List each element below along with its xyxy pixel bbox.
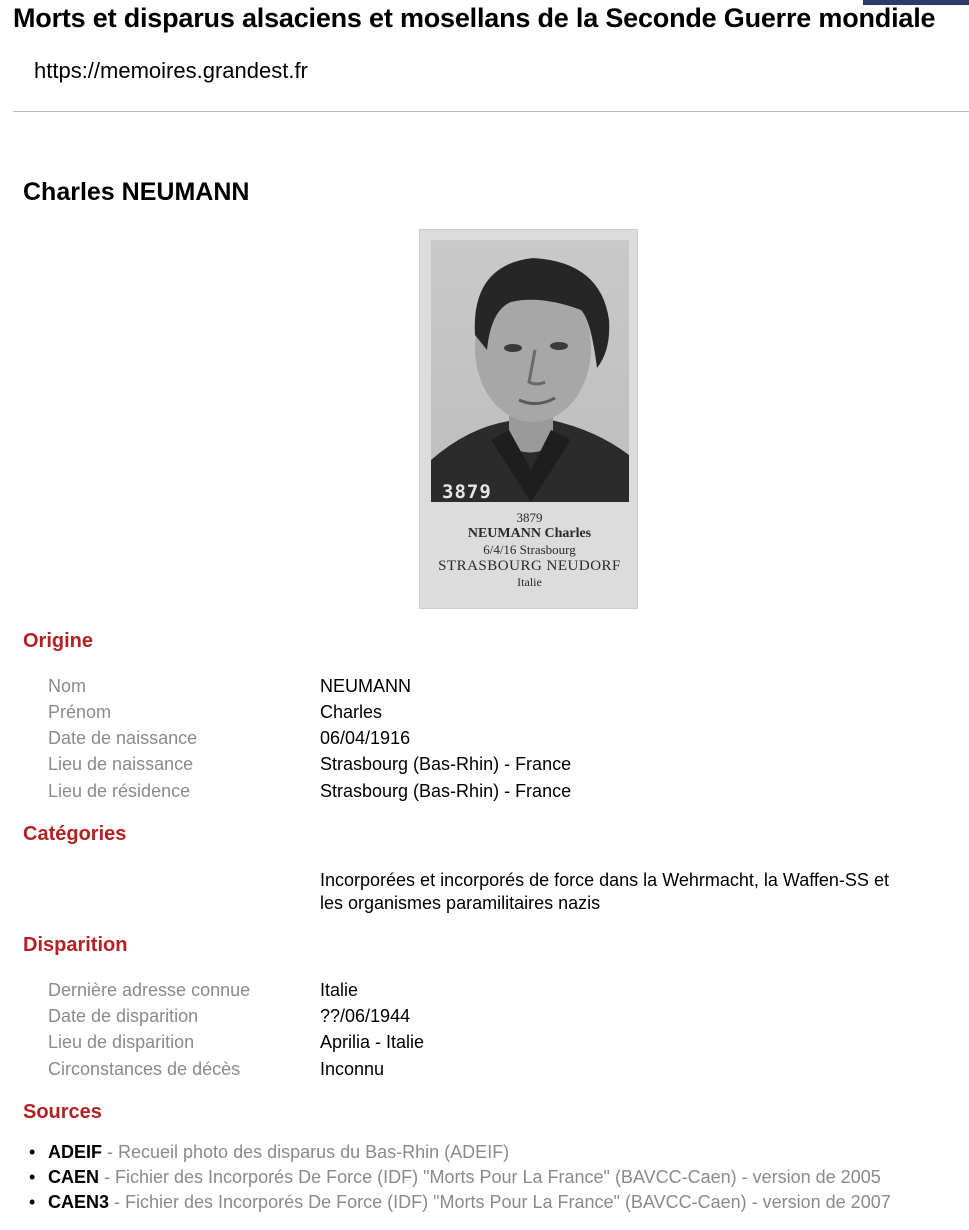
field-value: Charles — [320, 702, 383, 722]
field-label: Lieu de résidence — [48, 781, 191, 801]
field-label: Dernière adresse connue — [48, 980, 251, 1000]
field-label: Date de disparition — [48, 1006, 199, 1026]
source-description: - Recueil photo des disparus du Bas-Rhin (ADEIF) — [102, 1142, 510, 1162]
header-divider — [13, 111, 969, 112]
field-value: ??/06/1944 — [320, 1006, 411, 1026]
source-code: CAEN3 — [48, 1192, 110, 1212]
section-title-disparition: Disparition — [23, 934, 128, 956]
source-item — [23, 1167, 891, 1192]
field-value: 06/04/1916 — [320, 728, 411, 748]
field-label: Prénom — [48, 702, 112, 722]
sources-list — [23, 1142, 891, 1217]
portrait-photo — [419, 229, 638, 609]
field-value: Aprilia - Italie — [320, 1032, 425, 1052]
field-value: Italie — [320, 980, 359, 1000]
site-title: Morts et disparus alsaciens et mosellans de la Seconde Guerre mondiale — [13, 3, 936, 33]
field-value: NEUMANN — [320, 676, 412, 696]
section-title-categories: Catégories — [23, 823, 127, 845]
field-label: Lieu de disparition — [48, 1032, 195, 1052]
field-value: Strasbourg (Bas-Rhin) - France — [320, 754, 572, 774]
caption-line: Italie — [517, 575, 542, 589]
field-label: Nom — [48, 676, 87, 696]
photo-number: 3879 — [442, 481, 492, 502]
portrait-illustration — [431, 240, 629, 502]
source-item — [23, 1142, 891, 1167]
source-item — [23, 1192, 891, 1217]
person-name: Charles NEUMANN — [23, 178, 250, 206]
portrait-image — [431, 240, 629, 502]
source-description: - Fichier des Incorporés De Force (IDF) "Morts Pour La France" (BAVCC-Caen) - version de 2005 — [99, 1167, 881, 1187]
caption-line: 6/4/16 Strasbourg — [483, 542, 576, 557]
field-value: Inconnu — [320, 1059, 385, 1079]
source-code: ADEIF — [48, 1142, 102, 1162]
field-label: Circonstances de décès — [48, 1059, 241, 1079]
caption-line: STRASBOURG NEUDORF — [438, 558, 621, 574]
category-value: Incorporées et incorporés de force dans la Wehrmacht, la Waffen-SS et les organismes paramilitaires nazis — [320, 870, 889, 913]
caption-line: NEUMANN Charles — [467, 526, 592, 541]
site-url[interactable]: https://memoires.grandest.fr — [34, 58, 308, 83]
field-label: Lieu de naissance — [48, 754, 194, 774]
section-title-sources: Sources — [23, 1101, 102, 1123]
source-code: CAEN — [48, 1167, 100, 1187]
caption-line: 3879 — [516, 510, 543, 525]
section-title-origine: Origine — [23, 630, 94, 652]
field-value: Strasbourg (Bas-Rhin) - France — [320, 781, 572, 801]
photo-caption — [420, 510, 639, 590]
field-label: Date de naissance — [48, 728, 198, 748]
source-description: - Fichier des Incorporés De Force (IDF) "Morts Pour La France" (BAVCC-Caen) - version de 2007 — [109, 1192, 891, 1212]
